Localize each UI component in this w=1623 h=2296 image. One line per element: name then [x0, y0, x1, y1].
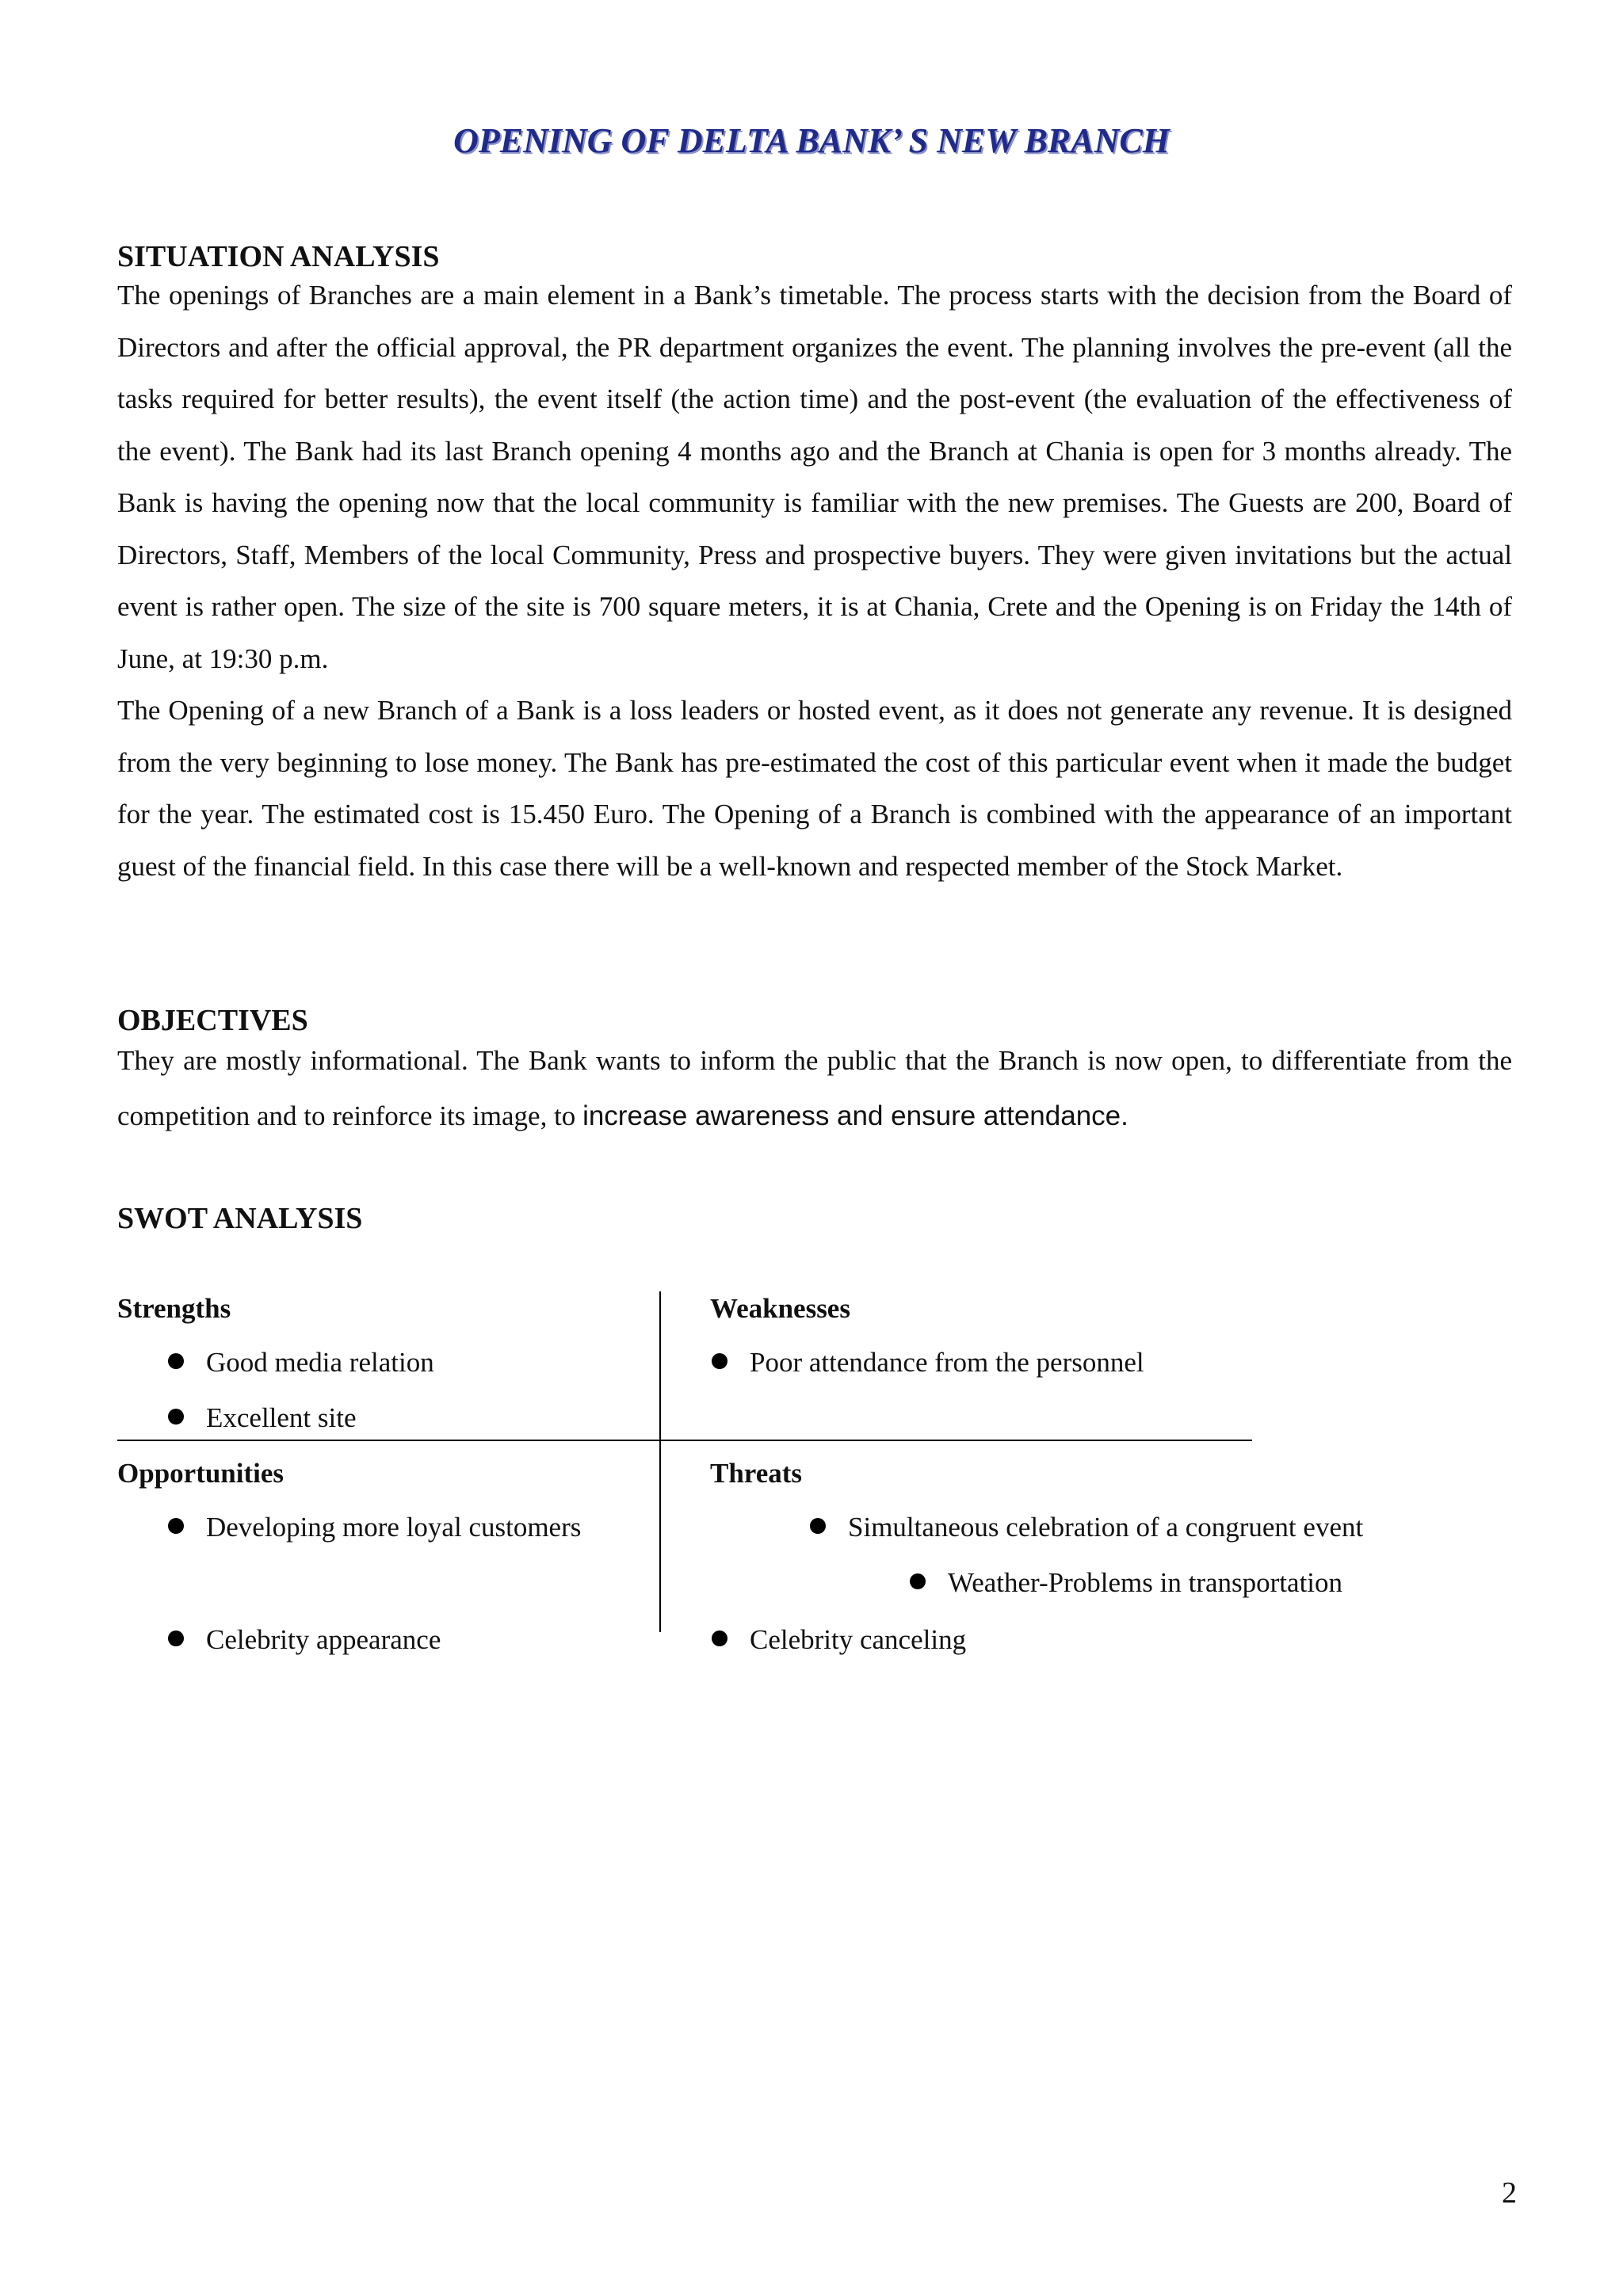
situation-analysis-heading: SITUATION ANALYSIS: [117, 240, 440, 273]
swot-strength-item: Excellent site: [168, 1402, 357, 1434]
bullet-icon: [810, 1518, 826, 1534]
objectives-paragraph: [117, 1033, 1512, 1144]
swot-weaknesses-label: Weaknesses: [710, 1293, 850, 1324]
swot-threat-item: Celebrity canceling: [712, 1624, 966, 1656]
objectives-heading: OBJECTIVES: [117, 1004, 308, 1037]
bullet-icon: [168, 1630, 184, 1646]
situation-paragraph-2: The Opening of a new Branch of a Bank is a loss leaders or hosted event, as it does not generate any revenue. It is designed from the very beginning to lose money. The Bank has pre-estimated the cost of this particular event when it made the budget for the year. The estimated cost is 15.450 Euro. The Opening of a Branch is combined with the appearance of an important guest of the financial field. In this case there will be a well-known and respected member of the Stock Market.: [117, 695, 1512, 882]
bullet-icon: [168, 1409, 184, 1425]
swot-threats-label: Threats: [710, 1458, 803, 1489]
swot-threat-item: Weather-Problems in transportation: [910, 1567, 1342, 1599]
bullet-icon: [168, 1518, 184, 1534]
swot-weakness-item: Poor attendance from the personnel: [712, 1347, 1144, 1379]
swot-opportunity-item: Developing more loyal customers: [168, 1512, 581, 1543]
swot-analysis-heading: SWOT ANALYSIS: [117, 1202, 363, 1235]
swot-horizontal-divider: [117, 1440, 1252, 1441]
bullet-icon: [712, 1630, 727, 1646]
swot-vertical-divider: [659, 1291, 661, 1632]
bullet-icon: [712, 1353, 727, 1369]
swot-threat-item: Simultaneous celebration of a congruent event: [810, 1512, 1363, 1543]
objectives-text-main: They are mostly informational. The Bank wants to inform the public that the Branch is now open, to differentiate from the competition and to reinforce its image, to: [117, 1045, 1512, 1131]
objectives-text-tail: increase awareness and ensure attendance.: [582, 1100, 1128, 1131]
swot-strengths-label: Strengths: [117, 1293, 231, 1324]
bullet-icon: [910, 1573, 926, 1589]
page-number: 2: [1502, 2176, 1517, 2210]
swot-opportunities-label: Opportunities: [117, 1458, 285, 1489]
swot-opportunity-item: Celebrity appearance: [168, 1624, 441, 1656]
situation-paragraph-1: The openings of Branches are a main element in a Bank’s timetable. The process starts with the decision from the Board of Directors and after the official approval, the PR department organizes the event. The planning involves the pre-event (all the tasks required for better results), the event itself (the action time) and the post-event (the evaluation of the effectiveness of the event). The Bank had its last Branch opening 4 months ago and the Branch at Chania is open for 3 months already. The Bank is having the opening now that the local community is familiar with the new premises. The Guests are 200, Board of Directors, Staff, Members of the local Community, Press and prospective buyers. They were given invitations but the actual event is rather open. The size of the site is 700 square meters, it is at Chania, Crete and the Opening is on Friday the 14th of June, at 19:30 p.m.: [117, 280, 1512, 674]
document-title: OPENING OF DELTA BANK’ S NEW BRANCH: [453, 121, 1170, 160]
swot-strength-item: Good media relation: [168, 1347, 434, 1379]
bullet-icon: [168, 1353, 184, 1369]
